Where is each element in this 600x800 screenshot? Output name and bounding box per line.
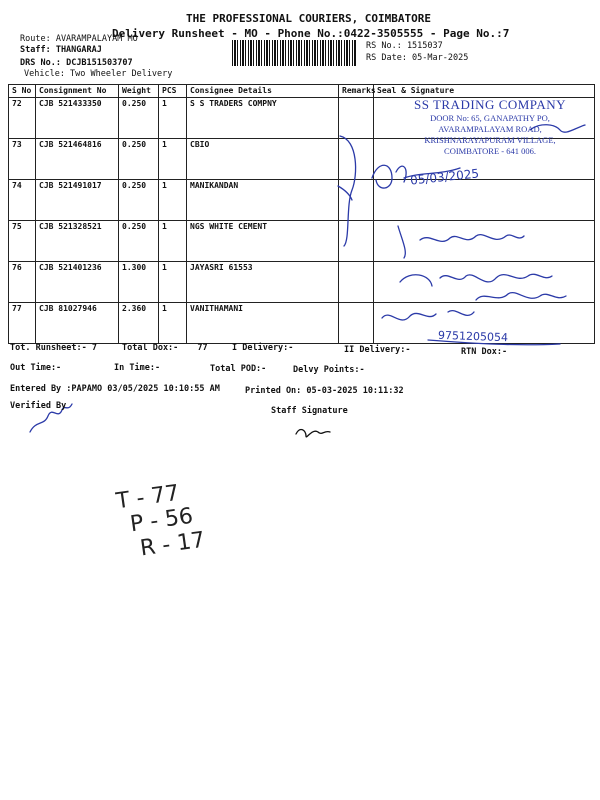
out-time: Out Time:- bbox=[10, 363, 62, 373]
stamp-line: KRISHNARAYAPURAM VILLAGE, bbox=[424, 135, 556, 145]
cell-pcs: 1 bbox=[159, 180, 187, 221]
cell-weight: 0.250 bbox=[119, 221, 159, 262]
cell-consignee: S S TRADERS COMPNY bbox=[187, 98, 339, 139]
in-time: In Time:- bbox=[114, 363, 161, 373]
rs-date: RS Date: 05-Mar-2025 bbox=[366, 53, 469, 63]
cell-weight: 1.300 bbox=[119, 262, 159, 303]
rtn-dox: RTN Dox:- bbox=[461, 347, 508, 357]
cell-sno: 77 bbox=[9, 303, 36, 344]
entered-by: Entered By :PAPAMO 03/05/2025 10:10:55 AM bbox=[10, 384, 220, 394]
route-label: Route: AVARAMPALAYAM MO bbox=[20, 34, 138, 44]
verified-by-label: Verified By bbox=[10, 401, 67, 411]
stamp-line: DOOR No: 65, GANAPATHY PO, bbox=[430, 113, 550, 123]
row77-phone-handwriting: 9751205054 bbox=[437, 328, 509, 345]
cell-pcs: 1 bbox=[159, 221, 187, 262]
vehicle-label: Vehicle: Two Wheeler Delivery bbox=[24, 69, 173, 79]
row74-date-handwriting: 05/03/2025 bbox=[409, 166, 480, 188]
company-title: THE PROFESSIONAL COURIERS, COIMBATORE bbox=[186, 12, 432, 25]
rs-number: RS No.: 1515037 bbox=[366, 41, 443, 51]
staff-label: Staff: THANGARAJ bbox=[20, 45, 102, 55]
cell-consignment: CJB 521401236 bbox=[36, 262, 119, 303]
cell-consignment: CJB 521464816 bbox=[36, 139, 119, 180]
cell-consignment: CJB 521433350 bbox=[36, 98, 119, 139]
cell-consignee: VANITHAMANI bbox=[187, 303, 339, 344]
tally-pod: P - 56 bbox=[128, 503, 195, 538]
col-consignee: Consignee Details bbox=[187, 85, 339, 98]
cell-pcs: 1 bbox=[159, 139, 187, 180]
total-dox-value: 77 bbox=[197, 343, 208, 353]
col-consignment: Consignment No bbox=[36, 85, 119, 98]
total-dox bbox=[122, 343, 208, 353]
cell-consignee: NGS WHITE CEMENT bbox=[187, 221, 339, 262]
col-remarks: Remarks bbox=[339, 85, 374, 98]
tally-return: R - 17 bbox=[138, 527, 207, 562]
i-delivery: I Delivery:- bbox=[232, 343, 294, 353]
cell-sno: 74 bbox=[9, 180, 36, 221]
cell-pcs: 1 bbox=[159, 303, 187, 344]
tot-runsheet: Tot. Runsheet:- 7 bbox=[10, 343, 97, 353]
cell-sno: 72 bbox=[9, 98, 36, 139]
printed-on: Printed On: 05-03-2025 10:11:32 bbox=[245, 386, 404, 396]
stamp-line: COIMBATORE - 641 006. bbox=[444, 146, 536, 156]
stamp-name: SS TRADING COMPANY bbox=[413, 97, 567, 112]
cell-weight: 0.250 bbox=[119, 139, 159, 180]
delvy-points: Delvy Points:- bbox=[293, 365, 365, 375]
cell-consignment: CJB 81027946 bbox=[36, 303, 119, 344]
cell-weight: 0.250 bbox=[119, 180, 159, 221]
ii-delivery: II Delivery:- bbox=[344, 345, 411, 355]
total-pod: Total POD:- bbox=[210, 364, 267, 374]
col-weight: Weight bbox=[119, 85, 159, 98]
stamp-line: AVARAMPALAYAM ROAD, bbox=[438, 124, 542, 134]
col-sno: S No bbox=[9, 85, 36, 98]
drs-value: DCJB151503707 bbox=[66, 58, 133, 68]
drs-label: DRS No.: bbox=[20, 58, 61, 68]
staff-signature-label: Staff Signature bbox=[271, 406, 348, 416]
tally-total: T - 77 bbox=[114, 480, 181, 515]
cell-consignee: CBIO bbox=[187, 139, 339, 180]
cell-consignee: MANIKANDAN bbox=[187, 180, 339, 221]
total-dox-label: Total Dox:- bbox=[122, 343, 179, 353]
cell-pcs: 1 bbox=[159, 262, 187, 303]
cell-sno: 73 bbox=[9, 139, 36, 180]
cell-consignee: JAYASRI 61553 bbox=[187, 262, 339, 303]
cell-sno: 76 bbox=[9, 262, 36, 303]
col-seal-signature: Seal & Signature bbox=[374, 85, 595, 98]
col-pcs: PCS bbox=[159, 85, 187, 98]
cell-weight: 2.360 bbox=[119, 303, 159, 344]
cell-weight: 0.250 bbox=[119, 98, 159, 139]
runsheet-subtitle: Delivery Runsheet - MO - Phone No.:0422-3505555 - Page No.:7 bbox=[112, 27, 510, 40]
cell-consignment: CJB 521491017 bbox=[36, 180, 119, 221]
cell-sno: 75 bbox=[9, 221, 36, 262]
cell-pcs: 1 bbox=[159, 98, 187, 139]
cell-consignment: CJB 521328521 bbox=[36, 221, 119, 262]
